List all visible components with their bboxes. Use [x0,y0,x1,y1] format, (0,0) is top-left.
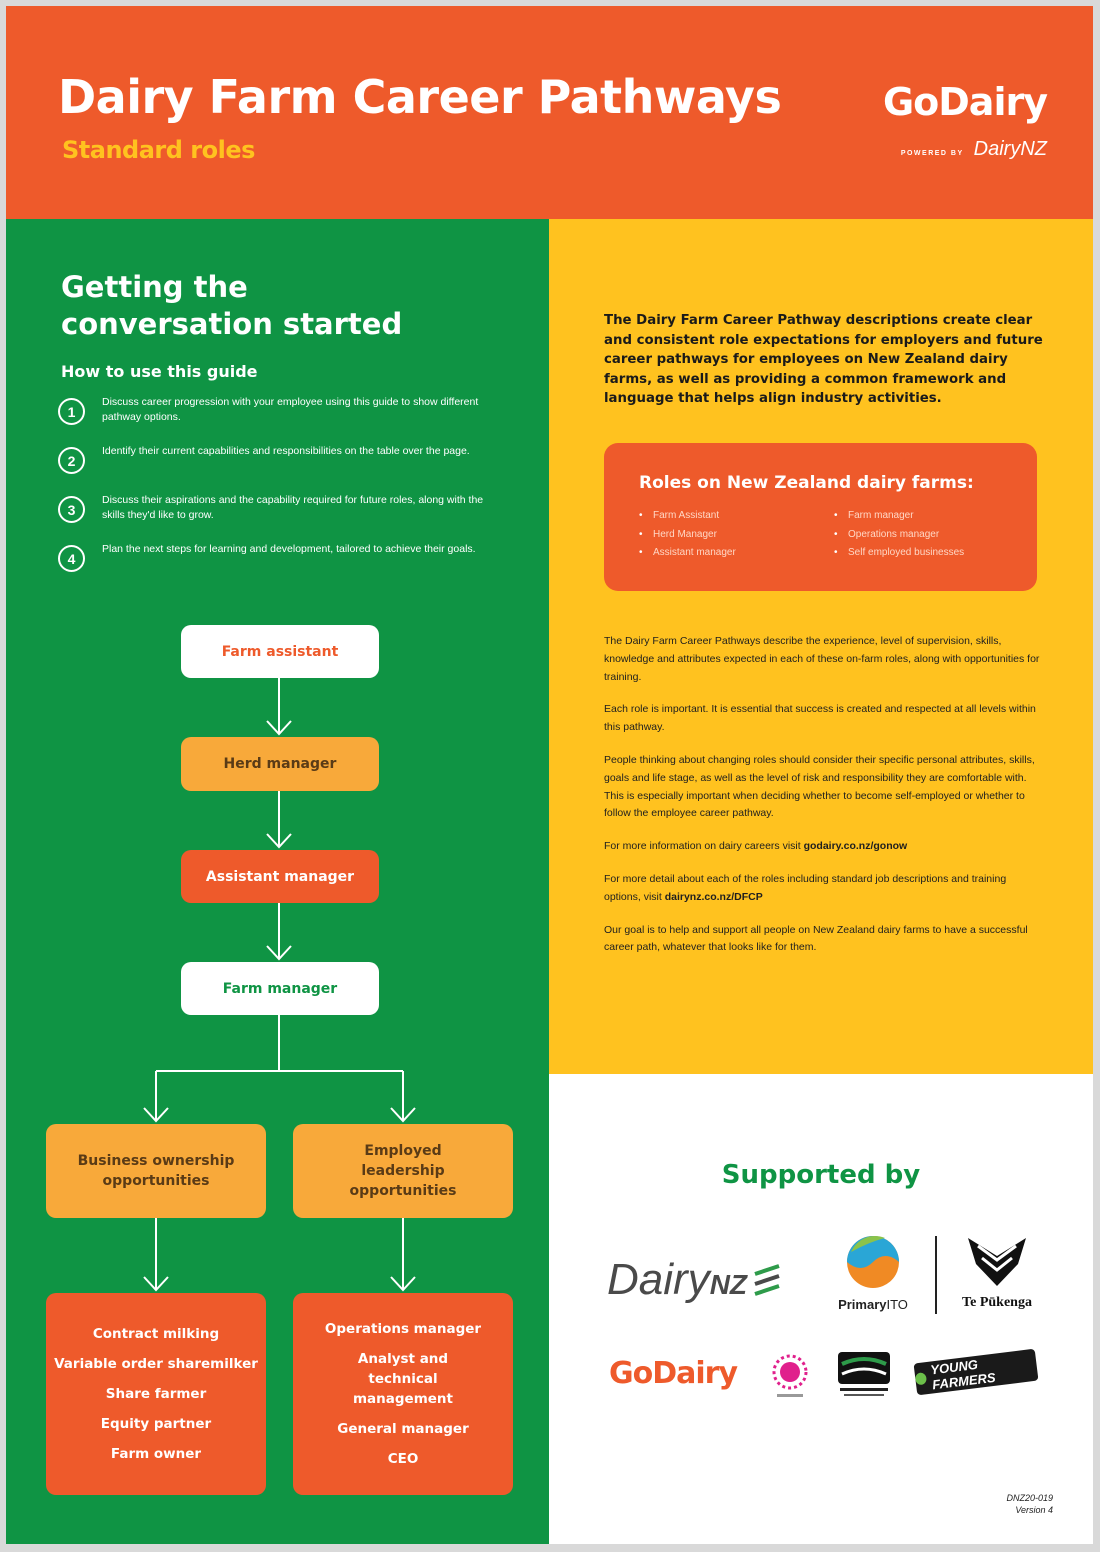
document-code: DNZ20-019 [1006,1493,1053,1503]
roles-title: Roles on New Zealand dairy farms: [639,473,974,493]
primaryito-label [831,1297,915,1312]
guide-heading-line1: Getting the [61,270,248,304]
info-panel [549,219,1093,1074]
young-farmers-text: YOUNG FARMERS [929,1356,997,1393]
dairynz-logo-suffix: NZ [709,1269,748,1300]
tepukenga-logo [947,1234,1047,1311]
info-paragraph: Each role is important. It is essential that success is created and respected at all levels within this pathway. [604,703,1036,734]
tepukenga-text: Te Pūkenga [962,1295,1032,1310]
page-title: Dairy Farm Career Pathways [58,70,782,124]
list-item: CEO [387,1451,419,1467]
info-paragraph [604,871,1044,907]
info-paragraph: People thinking about changing roles should consider their specific personal attributes, skills, goals and life stage, as well as the level of risk and responsibility they are comfortable with. This is especially important when deciding whether to become self-employed or whether to follow the employee career pathway. [604,753,1035,820]
step-number: 4 [58,545,85,572]
godairy-link[interactable]: godairy.co.nz/gonow [803,840,908,853]
role-farm-assistant: Farm assistant [181,625,379,678]
poster-page [6,6,1093,1544]
list-item: • Farm Assistant [639,507,736,526]
employed-leadership-box: Employed leadership opportunities [293,1124,513,1218]
page-subtitle: Standard roles [62,136,255,164]
list-item: Contract milking [92,1326,220,1342]
roles-list-left [639,507,736,563]
primaryito-globe-icon [845,1234,901,1290]
list-item: • Operations manager [834,526,964,545]
document-version [1006,1492,1053,1516]
version-label: Version 4 [1015,1505,1053,1515]
step-number: 3 [58,496,85,523]
business-roles-box [46,1293,266,1495]
supported-by-section [549,1074,1093,1544]
header-banner [6,6,1093,219]
list-item: • Assistant manager [639,544,736,563]
step-number: 2 [58,447,85,474]
dairy-women-badge-icon [767,1350,813,1400]
info-text: For more information on dairy careers visit [604,840,804,853]
young-farmers-logo [914,1349,1039,1396]
role-assistant-manager: Assistant manager [181,850,379,903]
step-text: Plan the next steps for learning and development, tailored to achieve their goals. [102,543,476,555]
roles-box [604,443,1037,591]
list-item: Equity partner [100,1416,212,1432]
federated-farmers-icon [836,1350,892,1400]
list-item: • Herd Manager [639,526,736,545]
powered-by-label: POWERED BY [900,150,964,157]
dairynz-link[interactable]: dairynz.co.nz/DFCP [664,890,763,903]
business-ownership-box: Business ownership opportunities [46,1124,266,1218]
guide-subheading: How to use this guide [61,362,258,381]
list-item: Share farmer [105,1386,207,1402]
list-item: Analyst and technical management [352,1351,453,1407]
info-paragraph: Our goal is to help and support all people on New Zealand dairy farms to have a successful career path, whatever that looks like for them. [604,923,1028,954]
step-text: Discuss career progression with your employee using this guide to show different pathway options. [102,396,479,423]
supported-by-title: Supported by [721,1160,921,1190]
info-body [604,633,1044,972]
step-number: 1 [58,398,85,425]
step-text: Identify their current capabilities and responsibilities on the table over the page. [102,445,470,457]
info-text: For more detail about each of the roles including standard job descriptions and training options, visit [604,872,1007,903]
dairynz-logo [607,1252,783,1302]
role-farm-manager: Farm manager [181,962,379,1015]
step-text: Discuss their aspirations and the capability required for future roles, along with the skills they'd like to grow. [102,494,484,521]
role-herd-manager: Herd manager [181,737,379,791]
info-paragraph [604,838,1044,856]
leadership-roles-box [293,1293,513,1495]
godairy-support-logo: GoDairy [609,1356,738,1391]
godairy-logo: GoDairy [882,80,1047,124]
powered-by-dairynz [901,138,1047,161]
list-item: • Farm manager [834,507,964,526]
list-item: Operations manager [324,1321,482,1337]
young-farmers-dot-icon [915,1372,927,1385]
dairynz-wordmark: DairyNZ [973,138,1047,160]
intro-paragraph: The Dairy Farm Career Pathway descriptions create clear and consistent role expectations for employers and future career pathways for employees on New Zealand dairy farms, as well as providing a common framework and language that helps align industry activities. [604,313,1043,407]
logo-divider [935,1236,937,1314]
list-item: • Self employed businesses [834,544,964,563]
primaryito-suffix: ITO [886,1297,908,1312]
list-item: General manager [337,1421,469,1437]
tepukenga-mark-icon [964,1234,1030,1290]
primaryito-logo [831,1234,915,1312]
dairynz-logo-text: Dairy [607,1255,710,1304]
guide-heading-line2: conversation started [61,307,403,341]
dairynz-swoosh-icon [751,1262,783,1302]
list-item: Farm owner [110,1446,202,1462]
primaryito-text: Primary [838,1297,887,1312]
guide-panel [6,219,549,1544]
info-paragraph: The Dairy Farm Career Pathways describe the experience, level of supervision, skills, knowledge and attributes expected in each of these on-farm roles, along with opportunities for training. [604,635,1040,683]
list-item: Variable order sharemilker [54,1356,258,1372]
roles-list-right [834,507,964,563]
